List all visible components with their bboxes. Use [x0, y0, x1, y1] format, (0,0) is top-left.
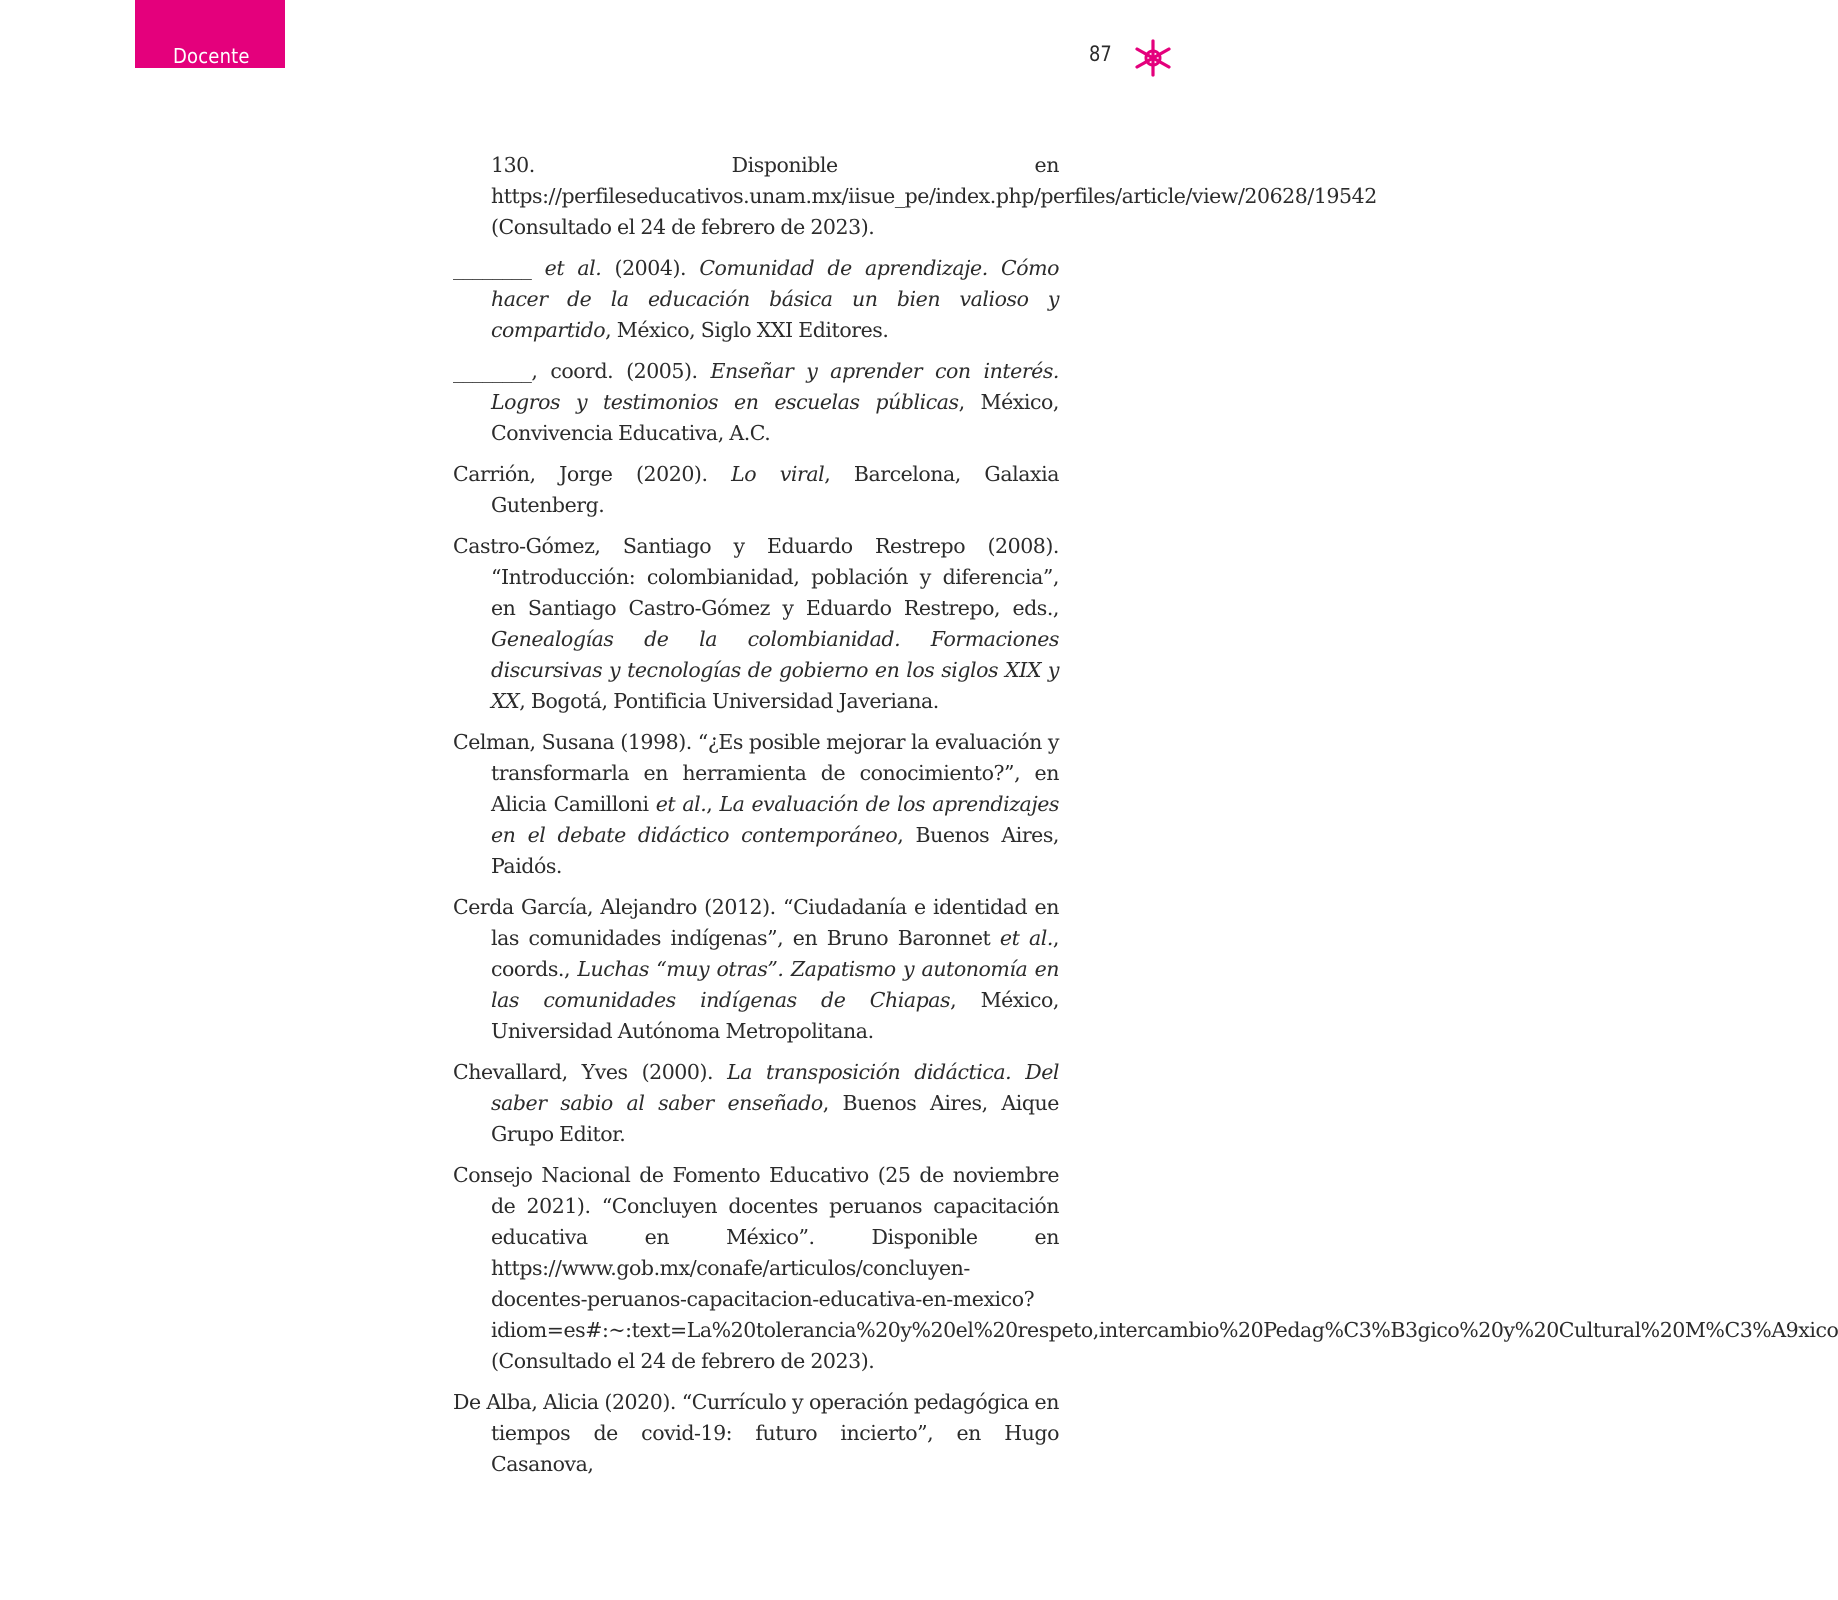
reference-entry [453, 1057, 1059, 1150]
reference-entry [453, 459, 1059, 521]
reference-italic-text: et al. [544, 256, 602, 280]
reference-text: Consejo Nacional de Fomento Educativo (25 de noviembre de 2021). “Concluyen docentes peruanos capacitación educativa en México”. Disponible en https://www.gob.mx/conafe/articulos/concluyen-docentes-peruanos-capacitacion-educativa-en-mexico?idiom=es#:~:text=La%20tolerancia%20y%20el%20respeto,intercambio%20Pedag%C3%B3gico%20y%20Cultural%20M%C3%A9xico (Consultado el 24 de febrero de 2023). [453, 1163, 1838, 1373]
reference-text: Carrión, Jorge (2020). [453, 462, 732, 486]
reference-text: , Bogotá, Pontificia Universidad Javeriana. [519, 689, 939, 713]
reference-italic-text: Comunidad de aprendizaje. Cómo hacer de la educación básica un bien valioso y compartido [491, 256, 1060, 342]
reference-list [453, 150, 1838, 1490]
reference-text: , México, Convivencia Educativa, A.C. [491, 390, 1059, 445]
reference-italic-text: Lo viral [731, 462, 825, 486]
reference-text: , Buenos Aires, Paidós. [491, 823, 1059, 878]
reference-italic-text: Luchas “muy otras”. Zapatismo y autonomía en las comunidades indígenas de Chiapas [491, 957, 1060, 1012]
reference-italic-text: Enseñar y aprender con interés. Logros y testimonios en escuelas públicas [491, 359, 1059, 414]
reference-italic-text: et al. [655, 792, 707, 816]
section-label: Docente [173, 44, 250, 68]
reference-entry [453, 150, 1377, 243]
reference-text: ________, coord. (2005). [453, 359, 711, 383]
reference-text: , [706, 792, 720, 816]
reference-text: Castro-Gómez, Santiago y Eduardo Restrepo (2008). “Introducción: colombianidad, población y diferencia”, en Santiago Castro-Gómez y Eduardo Restrepo, eds., [453, 534, 1059, 620]
reference-entry [453, 727, 1059, 882]
reference-entry [453, 1387, 1059, 1480]
reference-text: , México, Siglo XXI Editores. [605, 318, 889, 342]
reference-italic-text: La transposición didáctica. Del saber sabio al saber enseñado [491, 1060, 1059, 1115]
asterisk-icon [1133, 38, 1173, 78]
reference-text: 130. Disponible en https://perfileseducativos.unam.mx/iisue_pe/index.php/perfiles/article/view/20628/19542 (Consultado el 24 de febrero de 2023). [491, 153, 1377, 239]
reference-text: (2004). [601, 256, 700, 280]
reference-text: , Barcelona, Galaxia Gutenberg. [491, 462, 1059, 517]
reference-text: Celman, Susana (1998). “¿Es posible mejorar la evaluación y transformarla en herramienta de conocimiento?”, en Alicia Camilloni [453, 730, 1059, 816]
reference-text: De Alba, Alicia (2020). “Currículo y operación pedagógica en tiempos de covid-19: futuro incierto”, en Hugo Casanova, [453, 1390, 1059, 1476]
reference-text: ________ [453, 256, 545, 280]
reference-text: Chevallard, Yves (2000). [453, 1060, 728, 1084]
reference-italic-text: Genealogías de la colombianidad. Formaciones discursivas y tecnologías de gobierno en los siglos XIX y XX [491, 627, 1059, 713]
reference-text: , coords., [491, 926, 1059, 981]
reference-italic-text: La evaluación de los aprendizajes en el debate didáctico contemporáneo [491, 792, 1059, 847]
reference-entry [453, 892, 1059, 1047]
reference-text: Cerda García, Alejandro (2012). “Ciudadanía e identidad en las comunidades indígenas”, en Bruno Baronnet [453, 895, 1059, 950]
reference-entry [453, 253, 1059, 346]
reference-italic-text: et al. [999, 926, 1053, 950]
reference-entry [453, 356, 1059, 449]
reference-entry [453, 1160, 1838, 1377]
reference-text: , Buenos Aires, Aique Grupo Editor. [491, 1091, 1059, 1146]
page-number: 87 [1089, 42, 1112, 66]
reference-text: , México, Universidad Autónoma Metropolitana. [491, 988, 1060, 1043]
section-tab [135, 0, 285, 68]
reference-entry [453, 531, 1059, 717]
